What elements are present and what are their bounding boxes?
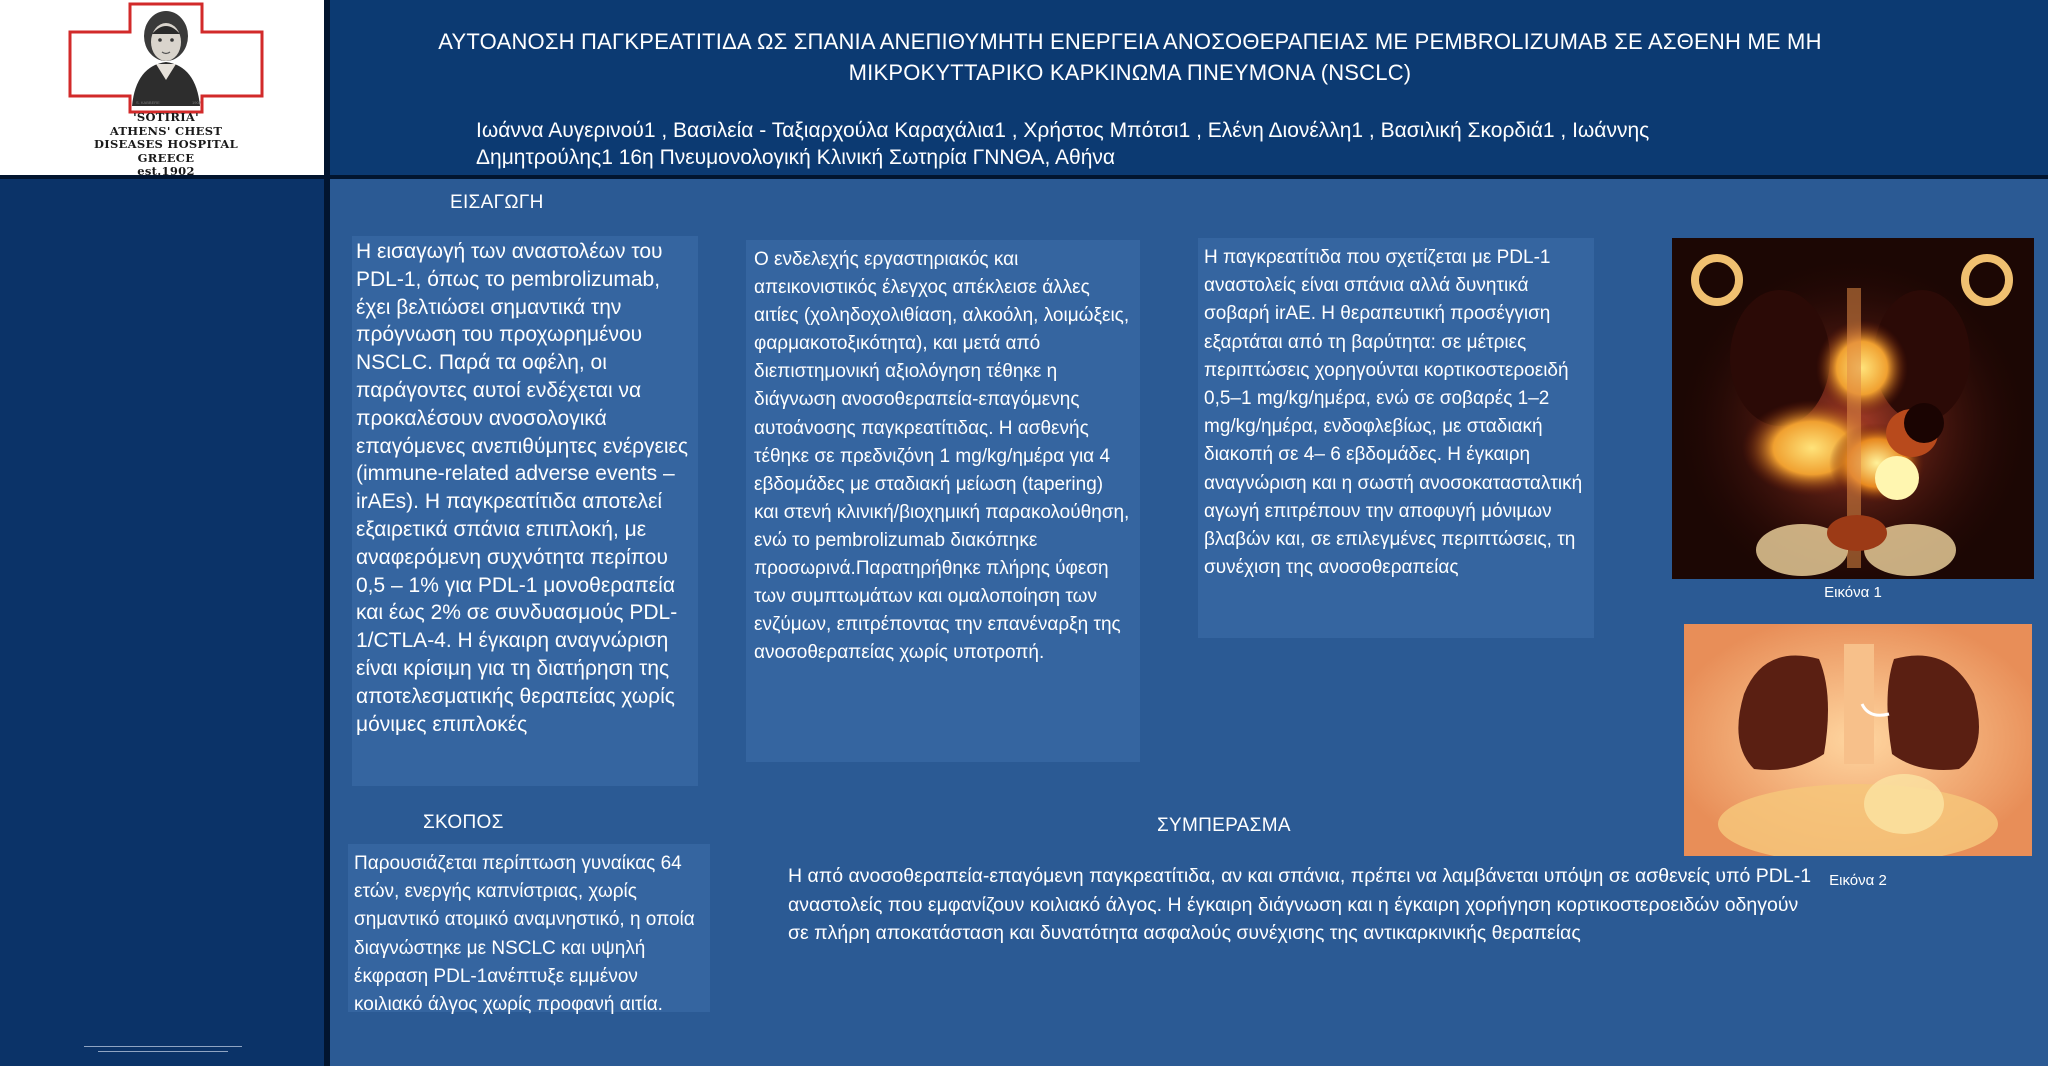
poster-title: ΑΥΤΟΑΝΟΣΗ ΠΑΓΚΡΕΑΤΙΤΙΔΑ ΩΣ ΣΠΑΝΙΑ ΑΝΕΠΙΘΥΜΗΤΗ ΕΝΕΡΓΕΙΑ ΑΝΟΣΟΘΕΡΑΠΕΙΑΣ ΜΕ PEMBROLIZUMAB ΣΕ ΑΣΘΕΝΗ ΜΕ ΜΗ ΜΙΚΡΟΚΥΤΤΑΡΙΚΟ ΚΑΡΚΙΝΩΜΑ ΠΝΕΥΜΟΝΑ (NSCLC) xyxy=(438,29,1822,85)
left-sidebar xyxy=(0,177,324,1066)
intro-text: Η εισαγωγή των αναστολέων του PDL-1, όπως το pembrolizumab, έχει βελτιώσει σημαντικά την πρόγνωση του προχωρημένου NSCLC. Παρά τα οφέλη, οι παράγοντες αυτοί ενδέχεται να προκαλέσουν ανοσολογικά επαγόμενες ανεπιθύμητες ενέργειες (immune-related adverse events – irAEs). Η παγκρεατίτιδα αποτελεί εξαιρετικά σπάνια επιπλοκή, με αναφερόμενη συχνότητα περίπου 0,5 – 1% για PDL-1 μονοθεραπεία και έως 2% σε συνδυασμούς PDL-1/CTLA-4. Η έγκαιρη αναγνώριση είναι κρίσιμη για τη διατήρηση της αποτελεσματικής θεραπείας χωρίς μόνιμες επιπλοκές xyxy=(352,236,698,786)
logo-caption xyxy=(56,111,276,179)
aim-text: Παρουσιάζεται περίπτωση γυναίκας 64 ετών, ενεργής καπνίστριας, χωρίς σημαντικό ατομικό αναμνηστικό, η οποία διαγνώστηκε με NSCLC και υψηλή έκφραση PDL-1ανέπτυξε εμμένον κοιλιακό άλγος χωρίς προφανή αιτία. xyxy=(348,844,710,1012)
conclusion-heading: ΣΥΜΠΕΡΑΣΜΑ xyxy=(1157,815,1291,836)
horizontal-divider xyxy=(0,175,2048,179)
logo-line-2: ATHENS' CHEST xyxy=(109,123,223,138)
intro-heading: ΕΙΣΑΓΩΓΗ xyxy=(450,192,544,213)
conclusion-text: Η από ανοσοθεραπεία-επαγόμενη παγκρεατίτιδα, αν και σπάνια, πρέπει να λαμβάνεται υπόψη σε ασθενείς υπό PDL-1 αναστολείς που εμφανίζουν κοιλιακό άλγος. Η έγκαιρη διάγνωση και η έγκαιρη χορήγηση κορτικοστεροειδών οδηγούν σε πλήρη αποκατάσταση και δυνατότητα ασφαλούς συνέχισης της αντικαρκινικής θεραπείας xyxy=(788,865,1812,944)
logo-line-1: 'SOTIRIA' xyxy=(133,110,199,124)
sidebar-footnote-decoration xyxy=(78,1044,248,1056)
figure-2-caption: Εικόνα 2 xyxy=(1829,872,1887,889)
figure-1-image xyxy=(1672,238,2034,579)
poster-authors: Ιωάννα Αυγερινού1 , Βασιλεία - Ταξιαρχούλα Καραχάλια1 , Χρήστος Μπότσι1 , Ελένη Διονέλλη1 , Βασιλική Σκορδιά1 , Ιωάννης Δημητρούλης1 16η Πνευμονολογική Κλινική Σωτηρία ΓΝΝΘΑ, Αθήνα xyxy=(476,119,1650,169)
discussion-text: Η παγκρεατίτιδα που σχετίζεται με PDL-1 αναστολείς είναι σπάνια αλλά δυνητικά σοβαρή irAE. Η θεραπευτική προσέγγιση εξαρτάται από τη βαρύτητα: σε μέτριες περιπτώσεις χορηγούνται κορτικοστεροειδή 0,5–1 mg/kg/ημέρα, ενώ σε σοβαρές 1–2 mg/kg/ημέρα, ενδοφλεβίως, με σταδιακή διακοπή σε 4– 6 εβδομάδες. Η έγκαιρη αναγνώριση και η σωστή ανοσοκατασταλτική αγωγή επιτρέπουν την αποφυγή μόνιμων βλαβών και, σε επιλεγμένες περιπτώσεις, τη συνέχιση της ανοσοθεραπείας xyxy=(1198,238,1594,638)
figure-2-image xyxy=(1684,624,2032,856)
logo-line-3: DISEASES HOSPITAL xyxy=(94,137,238,151)
svg-text:S. KABBERE: S. KABBERE xyxy=(136,100,160,105)
vertical-divider xyxy=(324,0,330,1066)
aim-heading: ΣΚΟΠΟΣ xyxy=(423,812,504,833)
case-text: Ο ενδελεχής εργαστηριακός και απεικονιστικός έλεγχος απέκλεισε άλλες αιτίες (χοληδοχολιθίαση, αλκοόλη, λοιμώξεις, φαρμακοτοξικότητα), και μετά από διεπιστημονική αξιολόγηση τέθηκε η διάγνωση ανοσοθεραπεία-επαγόμενης αυτοάνοσης παγκρεατίτιδας. Η ασθενής τέθηκε σε πρεδνιζόνη 1 mg/kg/ημέρα για 4 εβδομάδες με σταδιακή μείωση (tapering) και στενή κλινική/βιοχημική παρακολούθηση, ενώ το pembrolizumab διακόπηκε προσωρινά.Παρατηρήθηκε πλήρης ύφεση των συμπτωμάτων και ομαλοποίηση των ενζύμων, επιτρέποντας την επανέναρξη της ανοσοθεραπείας χωρίς υποτροπή. xyxy=(746,240,1140,762)
svg-text:1902: 1902 xyxy=(192,100,201,105)
logo-line-5: est.1902 xyxy=(137,164,195,178)
figure-1-caption: Εικόνα 1 xyxy=(1824,584,1882,601)
logo-line-4: GREECE xyxy=(137,150,195,165)
